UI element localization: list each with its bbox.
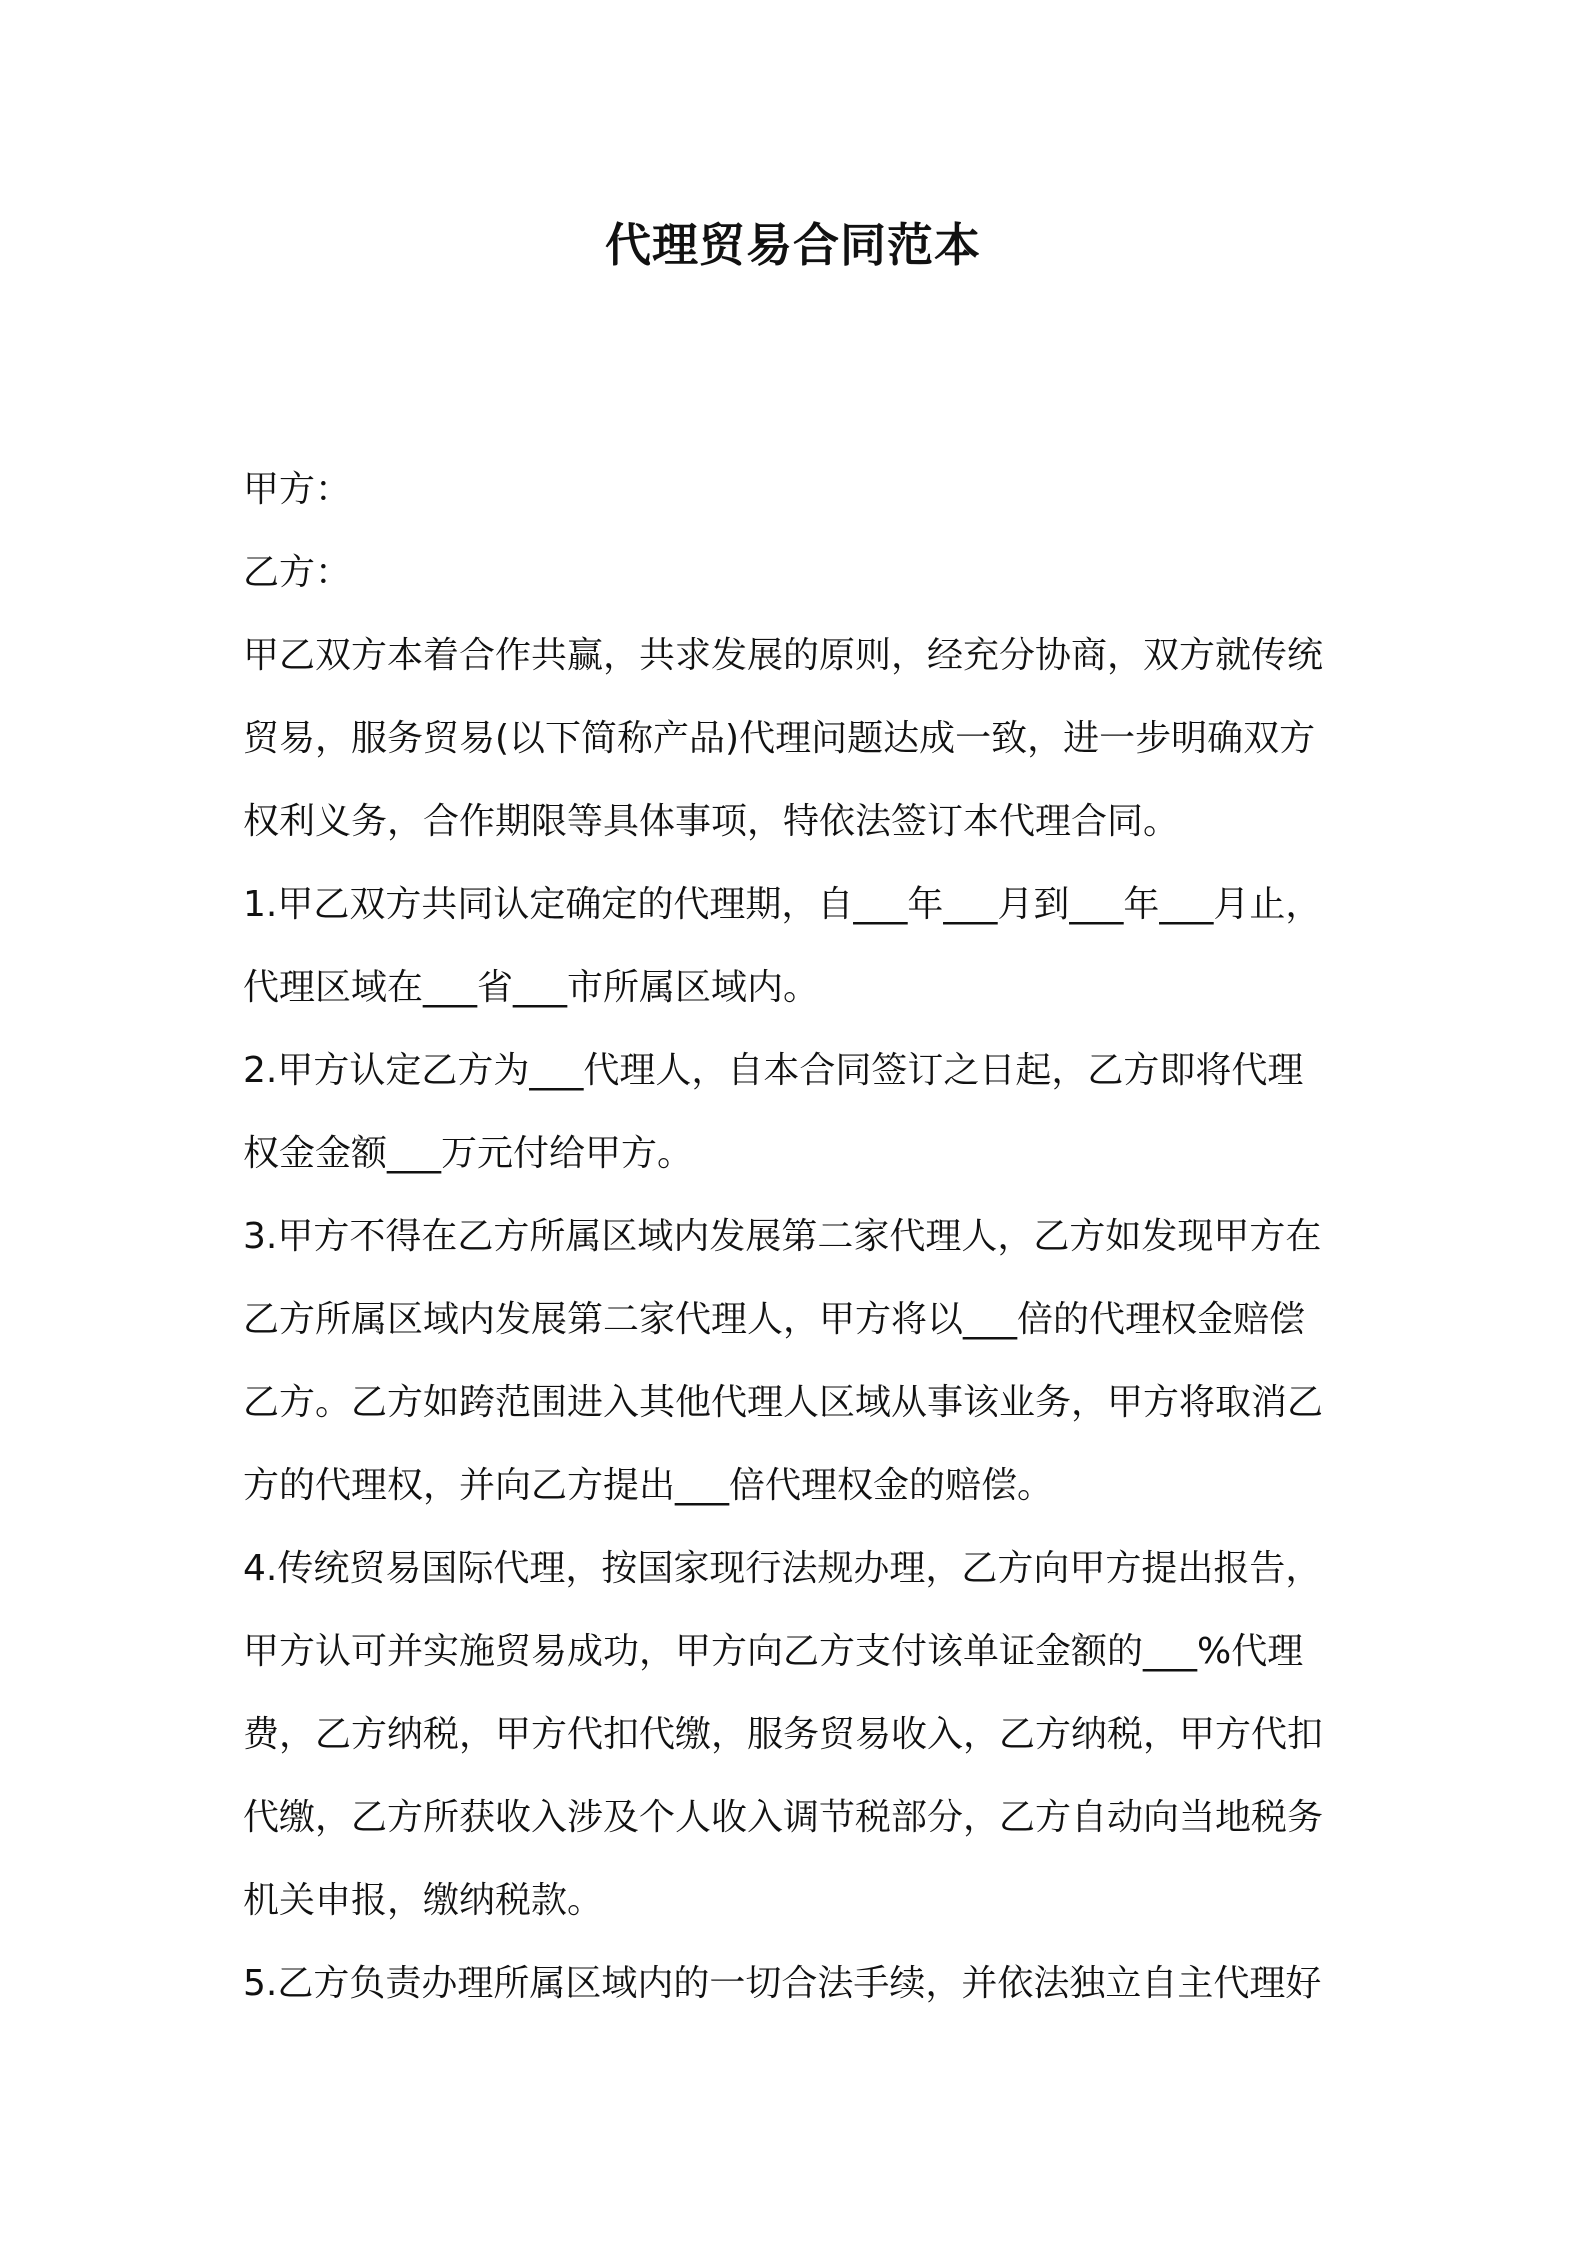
party-b-line: 乙方： xyxy=(243,552,352,593)
clause-4-line: 费，乙方纳税，甲方代扣代缴，服务贸易收入，乙方纳税，甲方代扣 xyxy=(243,1714,1324,1755)
clause-2-line: 权金金额___万元付给甲方。 xyxy=(243,1133,694,1174)
clause-1-line: 1.甲乙双方共同认定确定的代理期，自___年___月到___年___月止， xyxy=(243,884,1322,925)
clause-3-line: 乙方。乙方如跨范围进入其他代理人区域从事该业务，甲方将取消乙 xyxy=(243,1382,1324,1423)
clause-5-line: 5.乙方负责办理所属区域内的一切合法手续，并依法独立自主代理好 xyxy=(243,1963,1322,2004)
preamble-line: 甲乙双方本着合作共赢，共求发展的原则，经充分协商，双方就传统 xyxy=(243,635,1324,676)
clause-4-line: 4.传统贸易国际代理，按国家现行法规办理，乙方向甲方提出报告， xyxy=(243,1548,1322,1589)
clause-3-line: 方的代理权，并向乙方提出___倍代理权金的赔偿。 xyxy=(243,1465,1054,1506)
clause-4-line: 代缴，乙方所获收入涉及个人收入调节税部分，乙方自动向当地税务 xyxy=(243,1797,1324,1838)
preamble-line: 权利义务，合作期限等具体事项，特依法签订本代理合同。 xyxy=(243,801,1180,842)
document-body xyxy=(243,448,1371,2025)
preamble-line: 贸易，服务贸易(以下简称产品)代理问题达成一致，进一步明确双方 xyxy=(243,718,1316,759)
document-title: 代理贸易合同范本 xyxy=(605,218,981,272)
clause-3-line: 乙方所属区域内发展第二家代理人，甲方将以___倍的代理权金赔偿 xyxy=(243,1299,1306,1340)
clause-3-line: 3.甲方不得在乙方所属区域内发展第二家代理人，乙方如发现甲方在 xyxy=(243,1216,1322,1257)
clause-1-line: 代理区域在___省___市所属区域内。 xyxy=(243,967,820,1008)
clause-4-line: 机关申报，缴纳税款。 xyxy=(243,1880,604,1921)
clause-2-line: 2.甲方认定乙方为___代理人，自本合同签订之日起，乙方即将代理 xyxy=(243,1050,1304,1091)
party-a-line: 甲方： xyxy=(243,469,352,510)
clause-4-line: 甲方认可并实施贸易成功，甲方向乙方支付该单证金额的___%代理 xyxy=(243,1631,1304,1672)
